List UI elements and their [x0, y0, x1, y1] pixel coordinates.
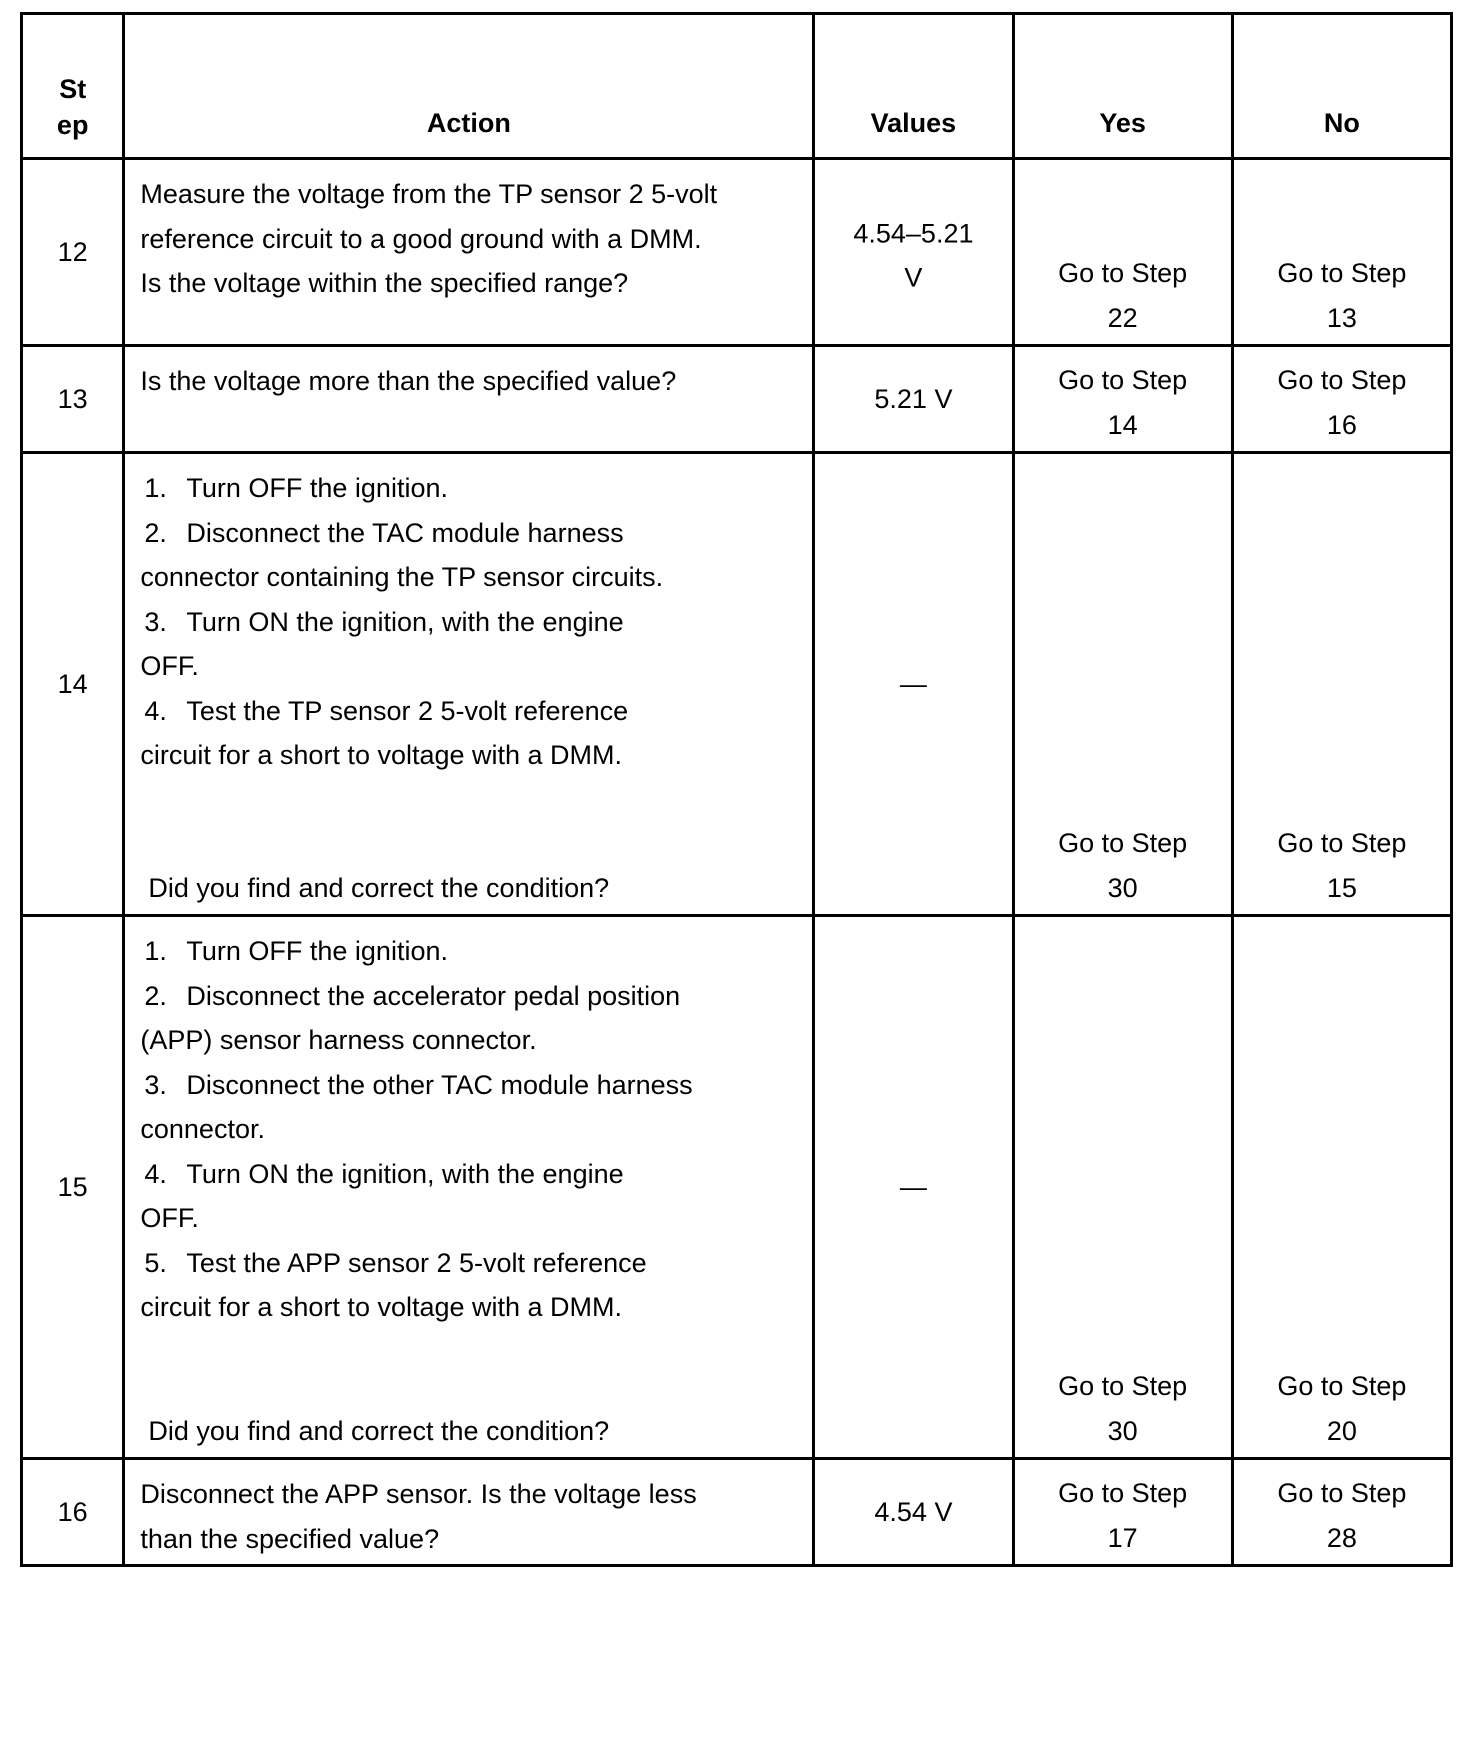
- yes-cell: Go to Step 22: [1013, 159, 1232, 346]
- step-number: 16: [22, 1459, 124, 1566]
- value-cell: —: [814, 916, 1013, 1459]
- step-number: 13: [22, 346, 124, 453]
- no-step: 20: [1326, 1415, 1357, 1446]
- step-number: 15: [22, 916, 124, 1459]
- yes-step: 17: [1107, 1522, 1138, 1553]
- step-number: 14: [22, 453, 124, 916]
- step-number: 12: [22, 159, 124, 346]
- action-cell: Is the voltage more than the specified value?: [124, 346, 814, 453]
- header-no: No: [1232, 14, 1451, 159]
- table-row-step-16: [22, 1459, 1452, 1566]
- action-item-1: 1. Turn OFF the ignition.: [144, 936, 448, 966]
- action-cell: Measure the voltage from the TP sensor 2 5-volt reference circuit to a good ground with a DMM. Is the voltage within the specified range?: [124, 159, 814, 346]
- table-row-step-13: [22, 346, 1452, 453]
- action-item-4: 4. Turn ON the ignition, with the engine: [144, 1158, 624, 1189]
- no-step: 28: [1326, 1522, 1357, 1553]
- header-values: Values: [814, 14, 1013, 159]
- no-step: 13: [1326, 302, 1357, 333]
- header-step: St ep: [22, 14, 124, 159]
- action-question: Did you find and correct the condition?: [148, 872, 610, 903]
- yes-step: 22: [1107, 302, 1138, 333]
- diagnostic-table: [20, 12, 1453, 1567]
- yes-cell: Go to Step 14: [1013, 346, 1232, 453]
- no-cell: Go to Step 28: [1232, 1459, 1451, 1566]
- yes-cell: Go to Step 30: [1013, 453, 1232, 916]
- table-row-step-12: [22, 159, 1452, 346]
- yes-step: 30: [1107, 1415, 1138, 1446]
- header-row: [22, 14, 1452, 159]
- header-yes: Yes: [1013, 14, 1232, 159]
- action-item-3: 3. Turn ON the ignition, with the engine: [144, 606, 624, 637]
- yes-step: 14: [1107, 409, 1138, 440]
- value-cell: 4.54–5.21 V: [814, 159, 1013, 346]
- value-cell: 5.21 V: [814, 346, 1013, 453]
- yes-cell: Go to Step 30: [1013, 916, 1232, 1459]
- no-step: 16: [1326, 409, 1357, 440]
- action-item-3: 3. Disconnect the other TAC module harness: [144, 1069, 693, 1100]
- no-cell: Go to Step 16: [1232, 346, 1451, 453]
- action-question: Did you find and correct the condition?: [148, 1415, 610, 1446]
- value-cell: 4.54 V: [814, 1459, 1013, 1566]
- table-row-step-15: [22, 916, 1452, 1459]
- action-item-5: 5. Test the APP sensor 2 5-volt reference: [144, 1247, 647, 1278]
- action-item-2: 2. Disconnect the accelerator pedal position: [144, 980, 681, 1011]
- value-cell: —: [814, 453, 1013, 916]
- action-item-2: 2. Disconnect the TAC module harness: [144, 517, 624, 548]
- no-step: 15: [1326, 872, 1357, 903]
- action-cell: 1. Turn OFF the ignition. 2. Disconnect the accelerator pedal position (APP) sensor harness connector. 3. Disconnect the other TAC module harness connector. 4. Turn ON the ignition, with the engine OFF. 5. Test the APP sensor 2 5-volt reference circuit for a short to voltage with a DMM. Did you find and correct the condition?: [124, 916, 814, 1459]
- no-cell: Go to Step 15: [1232, 453, 1451, 916]
- yes-cell: Go to Step 17: [1013, 1459, 1232, 1566]
- no-cell: Go to Step 20: [1232, 916, 1451, 1459]
- action-cell: 1. Turn OFF the ignition. 2. Disconnect the TAC module harness connector containing the TP sensor circuits. 3. Turn ON the ignition, with the engine OFF. 4. Test the TP sensor 2 5-volt reference circuit for a short to voltage with a DMM. Did you find and correct the condition?: [124, 453, 814, 916]
- no-cell: Go to Step 13: [1232, 159, 1451, 346]
- table-row-step-14: [22, 453, 1452, 916]
- action-item-4: 4. Test the TP sensor 2 5-volt reference: [144, 695, 629, 726]
- header-action: Action: [124, 14, 814, 159]
- yes-step: 30: [1107, 872, 1138, 903]
- action-item-1: 1. Turn OFF the ignition.: [144, 473, 448, 503]
- action-cell: Disconnect the APP sensor. Is the voltage less than the specified value?: [124, 1459, 814, 1566]
